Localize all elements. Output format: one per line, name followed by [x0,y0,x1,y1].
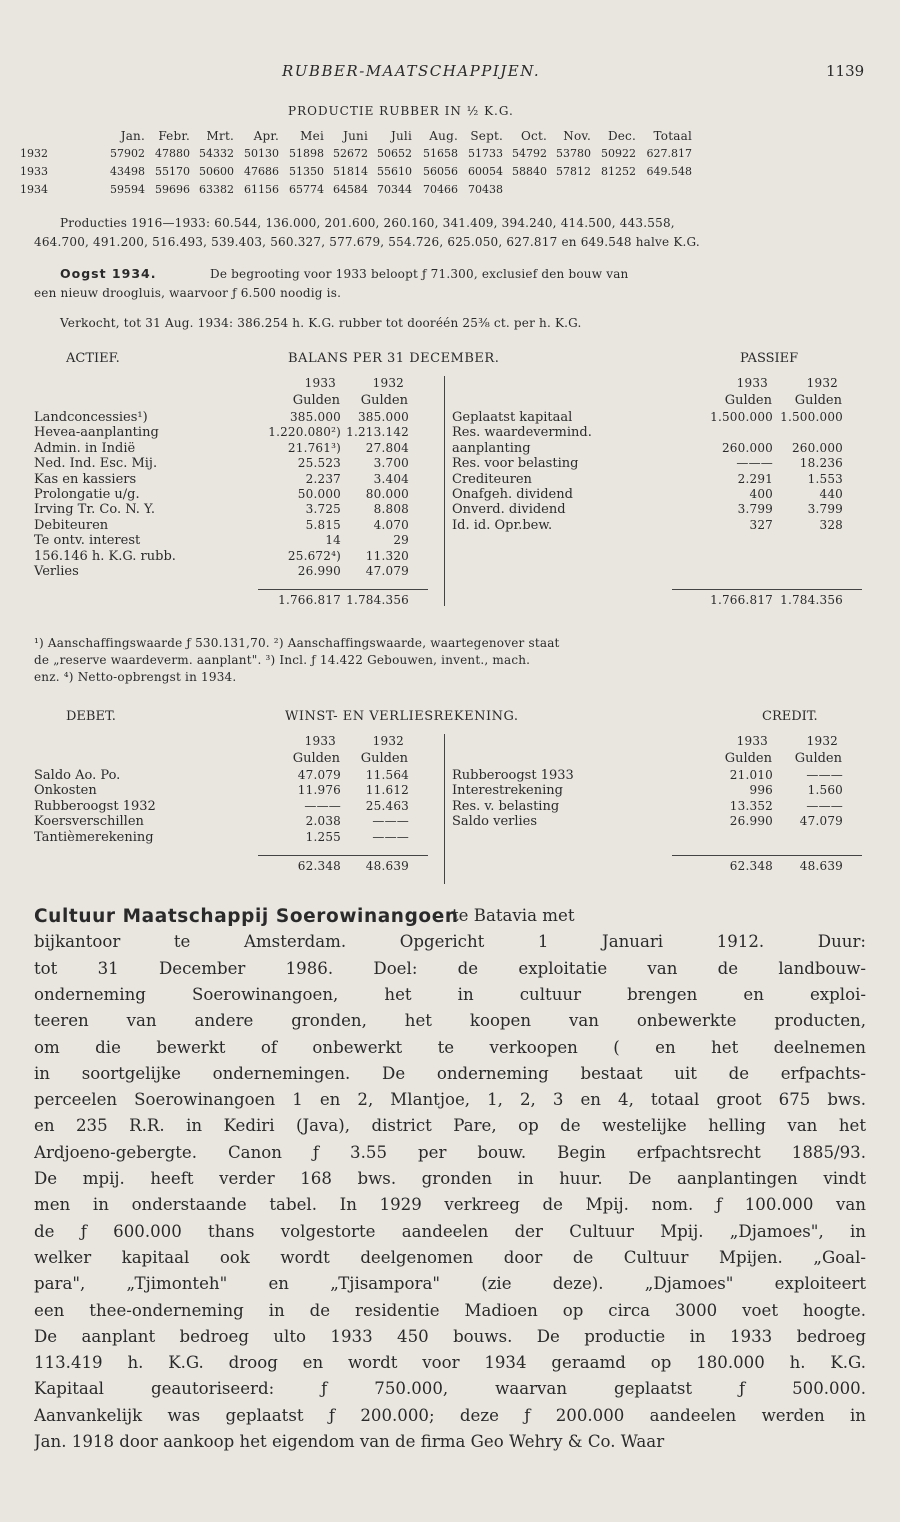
year-header: 1932 [806,376,838,390]
production-cell: 56056 [423,165,458,178]
value-1933: 2.038 [305,814,341,829]
value-1932: 18.236 [799,456,843,471]
row-year: 1932 [20,147,48,160]
production-cell: 50600 [199,165,234,178]
value-1933: 25.672⁴) [287,548,341,563]
value-1933: ——— [304,798,341,813]
production-cell: 57812 [556,165,591,178]
balans-left-title: ACTIEF. [66,351,120,366]
production-cell: 51898 [289,147,324,160]
month-header: Nov. [563,129,591,143]
company-line: men in onderstaande tabel. In 1929 verkreeg de Mpij. nom. ƒ 100.000 van [34,1195,866,1215]
unit-header: Gulden [724,393,772,408]
company-line: een thee-onderneming in de residentie Madioen op circa 3000 voet hoogte. [34,1300,866,1320]
value-1933: 260.000 [721,440,773,455]
account-label: Interestrekening [452,783,563,799]
unit-header: Gulden [360,393,408,408]
production-cell: 51658 [423,147,458,160]
total-1933: 62.348 [297,859,341,873]
account-label: Onverd. dividend [452,502,566,518]
production-cell: 70466 [423,183,458,196]
month-header: Dec. [607,129,636,143]
total-rule [672,589,862,590]
production-cell: 63382 [199,183,234,196]
production-cell: 55170 [155,165,190,178]
production-cell: 58840 [512,165,547,178]
value-1932: ——— [372,814,409,829]
value-1933: 400 [749,487,773,501]
company-line: Kapitaal geautoriseerd: ƒ 750.000, waarvan geplaatst ƒ 500.000. [34,1379,866,1399]
year-header: 1932 [372,376,404,390]
value-1932: 1.553 [807,471,843,486]
company-line: Aanvankelijk was geplaatst ƒ 200.000; deze ƒ 200.000 aandeelen werden in [34,1405,866,1425]
value-1933: 13.352 [729,798,773,813]
value-1932: 1.213.142 [346,425,409,440]
account-label: Te ontv. interest [34,533,141,549]
value-1932: 47.079 [365,564,409,578]
value-1932: 29 [393,533,409,548]
value-1932: 260.000 [791,440,843,455]
production-cell: 81252 [601,165,636,178]
account-label: Saldo verlies [452,814,538,830]
account-label: Verlies [34,564,79,579]
value-1933: 996 [749,783,773,798]
company-line: tot 31 December 1986. Doel: de exploitatie van de landbouw- [34,958,866,978]
production-cell: 60054 [468,165,503,178]
account-label: Id. id. Opr.bew. [452,517,553,533]
company-line: en 235 R.R. in Kediri (Java), district Pare, op de westelijke helling van het [34,1116,866,1136]
month-header: Jan. [120,129,145,143]
column-divider [444,734,445,884]
value-1933: 3.725 [305,502,341,517]
production-cell: 50130 [244,147,279,160]
value-1932: 440 [819,487,843,501]
production-cell: 52672 [333,147,368,160]
value-1933: 3.799 [737,502,773,517]
month-header: Aug. [429,129,458,143]
account-label: Rubberoogst 1933 [452,768,574,783]
account-label: Onafgeh. dividend [452,487,573,502]
account-label: Res. voor belasting [452,456,579,472]
company-line: Ardjoeno-gebergte. Canon ƒ 3.55 per bouw. Begin erfpachtsrecht 1885/93. [34,1142,866,1162]
value-1932: 25.463 [365,798,409,813]
account-label: Tantièmerekening [34,829,154,845]
total-1932: 48.639 [365,859,409,873]
column-divider [444,376,445,606]
value-1933: 25.523 [297,456,341,471]
balans-center-title: BALANS PER 31 DECEMBER. [288,351,500,366]
value-1932: 1.500.000 [780,410,843,424]
oogst-label: Oogst 1934. [60,266,157,281]
balans-right-title: PASSIEF [740,351,799,366]
value-1933: 26.990 [297,564,341,578]
producties-line-2: 464.700, 491.200, 516.493, 539.403, 560.327, 577.679, 554.726, 625.050, 627.817 en 649.548 halve K.G. [34,235,700,249]
company-line: De mpij. heeft verder 168 bws. gronden in huur. De aanplantingen vindt [34,1169,866,1188]
company-line: om die bewerkt of onbewerkt te verkoopen ( en het deelnemen [34,1037,866,1057]
production-cell: 65774 [289,183,324,196]
value-1933: 1.500.000 [710,410,773,424]
value-1932: 385.000 [357,410,409,424]
unit-header: Gulden [292,393,340,408]
year-header: 1932 [806,734,838,748]
year-header: 1933 [304,734,336,748]
unit-header: Gulden [360,751,408,766]
year-header: 1933 [736,376,768,390]
row-year: 1933 [20,165,48,178]
total-1933: 1.766.817 [710,593,773,608]
value-1932: 3.404 [373,471,409,486]
company-line: welker kapitaal ook wordt deelgenomen door de Cultuur Mpijen. „Goal- [34,1247,866,1267]
production-cell: 55610 [377,165,412,178]
account-label: 156.146 h. K.G. rubb. [34,548,176,564]
running-title: RUBBER-MAATSCHAPPIJEN. [282,62,541,80]
production-cell: 50652 [377,147,412,160]
value-1933: ——— [736,456,773,471]
account-label: Crediteuren [452,471,532,487]
month-header: Febr. [158,129,190,143]
production-cell: 57902 [110,147,145,160]
value-1933: 385.000 [289,410,341,424]
value-1932: ——— [806,798,843,813]
production-cell: 61156 [244,183,279,196]
value-1932: 1.560 [807,783,843,798]
production-cell: 51814 [333,165,368,178]
company-line: para", „Tjimonteh" en „Tjisampora" (zie deze). „Djamoes" exploiteert [34,1274,866,1294]
month-header: Juli [390,129,412,143]
value-1932: 3.799 [807,502,843,517]
production-title: PRODUCTIE RUBBER IN ½ K.G. [288,104,514,118]
winst-left-title: DEBET. [66,709,116,724]
unit-header: Gulden [724,751,772,766]
account-label: Res. v. belasting [452,798,560,814]
company-line: te Batavia met [452,906,575,925]
production-cell: 54332 [199,147,234,160]
account-label: Kas en kassiers [34,471,137,487]
production-cell: 47686 [244,165,279,178]
unit-header: Gulden [292,751,340,766]
year-header: 1932 [372,734,404,748]
production-cell: 43498 [110,165,145,178]
company-line: de ƒ 600.000 thans volgestorte aandeelen der Cultuur Mpij. „Djamoes", in [34,1221,866,1241]
value-1932: ——— [806,768,843,782]
account-label: Koersverschillen [34,814,144,830]
account-label: Landconcessies¹) [34,410,148,425]
company-name: Cultuur Maatschappij Soerowinangoen [34,906,459,927]
account-label: Saldo Ao. Po. [34,768,121,783]
total-rule [258,855,428,856]
production-cell: 70438 [468,183,503,196]
page-number: 1139 [826,62,865,80]
total-rule [258,589,428,590]
production-cell: 59594 [110,183,145,196]
account-label: Hevea-aanplanting [34,425,159,441]
account-label: Irving Tr. Co. N. Y. [34,502,156,518]
value-1932: 328 [819,517,843,532]
company-line: teeren van andere gronden, het koopen van onbewerkte producten, [34,1011,866,1031]
value-1933: 2.291 [737,471,773,486]
month-header: Oct. [521,129,547,143]
company-line: bijkantoor te Amsterdam. Opgericht 1 Januari 1912. Duur: [34,932,866,952]
value-1932: 8.808 [373,502,409,517]
month-header: Juni [343,129,368,143]
year-header: 1933 [304,376,336,390]
month-header: Mrt. [206,129,234,143]
producties-line-1: Producties 1916—1933: 60.544, 136.000, 201.600, 260.160, 341.409, 394.240, 414.500, 443.558, [60,216,675,230]
production-cell: 627.817 [646,147,692,160]
account-label: Res. waardevermind. [452,425,592,441]
value-1933: 21.010 [729,768,773,782]
company-line: in soortgelijke ondernemingen. De onderneming bestaat uit de erfpachts- [34,1063,866,1083]
month-header: Mei [300,129,324,143]
account-label: Debiteuren [34,517,109,533]
company-line: perceelen Soerowinangoen 1 en 2, Mlantjoe, 1, 2, 3 en 4, totaal groot 675 bws. [34,1090,866,1110]
balans-footnote-1: ¹) Aanschaffingswaarde ƒ 530.131,70. ²) Aanschaffingswaarde, waartegenover staat [34,636,560,650]
account-label: Prolongatie u/g. [34,487,140,502]
account-label: Ned. Ind. Esc. Mij. [34,456,158,472]
production-cell: 70344 [377,183,412,196]
account-label: Geplaatst kapitaal [452,410,573,425]
production-cell: 47880 [155,147,190,160]
value-1932: 27.804 [365,440,409,455]
verkocht-line: Verkocht, tot 31 Aug. 1934: 386.254 h. K.G. rubber tot dooréén 25⅜ ct. per h. K.G. [60,316,582,330]
account-label: aanplanting [452,440,531,456]
value-1933: 21.761³) [287,440,341,455]
value-1932: 80.000 [365,487,409,501]
value-1932: 3.700 [373,456,409,471]
production-cell: 51733 [468,147,503,160]
value-1933: 14 [325,533,341,548]
row-year: 1934 [20,183,48,196]
value-1932: 11.612 [365,783,409,798]
month-header: Apr. [253,129,279,143]
value-1933: 50.000 [297,487,341,501]
value-1933: 1.220.080²) [268,425,341,440]
company-line: Jan. 1918 door aankoop het eigendom van de firma Geo Wehry & Co. Waar [34,1432,665,1451]
unit-header: Gulden [794,751,842,766]
production-cell: 64584 [333,183,368,196]
total-1933: 1.766.817 [278,593,341,608]
account-label: Rubberoogst 1932 [34,798,156,814]
year-header: 1933 [736,734,768,748]
total-1932: 48.639 [799,859,843,873]
value-1932: 11.320 [365,548,409,563]
production-cell: 649.548 [646,165,692,178]
value-1933: 47.079 [297,768,341,782]
value-1932: 4.070 [373,517,409,532]
value-1933: 26.990 [729,814,773,829]
value-1933: 327 [749,517,773,532]
winst-center-title: WINST- EN VERLIESREKENING. [285,709,519,724]
value-1932: ——— [372,829,409,844]
value-1933: 1.255 [305,829,341,844]
value-1933: 5.815 [305,517,341,532]
total-1933: 62.348 [729,859,773,873]
company-line: onderneming Soerowinangoen, het in cultuur brengen en exploi- [34,984,866,1004]
balans-footnote-2: de „reserve waardeverm. aanplant". ³) Incl. ƒ 14.422 Gebouwen, invent., mach. [34,653,531,667]
value-1933: 11.976 [297,783,341,798]
production-cell: 50922 [601,147,636,160]
total-rule [672,855,862,856]
oogst-line-2: een nieuw droogluis, waarvoor ƒ 6.500 noodig is. [34,286,342,300]
production-cell: 53780 [556,147,591,160]
company-line: De aanplant bedroeg ulto 1933 450 bouws. De productie in 1933 bedroeg [34,1326,866,1346]
value-1932: 11.564 [365,768,409,782]
production-cell: 59696 [155,183,190,196]
month-header: Sept. [470,129,503,143]
balans-footnote-3: enz. ⁴) Netto-opbrengst in 1934. [34,670,237,684]
production-cell: 54792 [512,147,547,160]
value-1932: 47.079 [799,814,843,829]
month-header: Totaal [653,129,692,143]
oogst-line-1: De begrooting voor 1933 beloopt ƒ 71.300, exclusief den bouw van [210,267,629,281]
account-label: Onkosten [34,783,97,799]
production-cell: 51350 [289,165,324,178]
company-line: 113.419 h. K.G. droog en wordt voor 1934 geraamd op 180.000 h. K.G. [34,1353,866,1373]
total-1932: 1.784.356 [780,593,843,608]
total-1932: 1.784.356 [346,593,409,608]
value-1933: 2.237 [305,471,341,486]
unit-header: Gulden [794,393,842,408]
winst-right-title: CREDIT. [762,709,818,724]
account-label: Admin. in Indië [34,440,136,456]
